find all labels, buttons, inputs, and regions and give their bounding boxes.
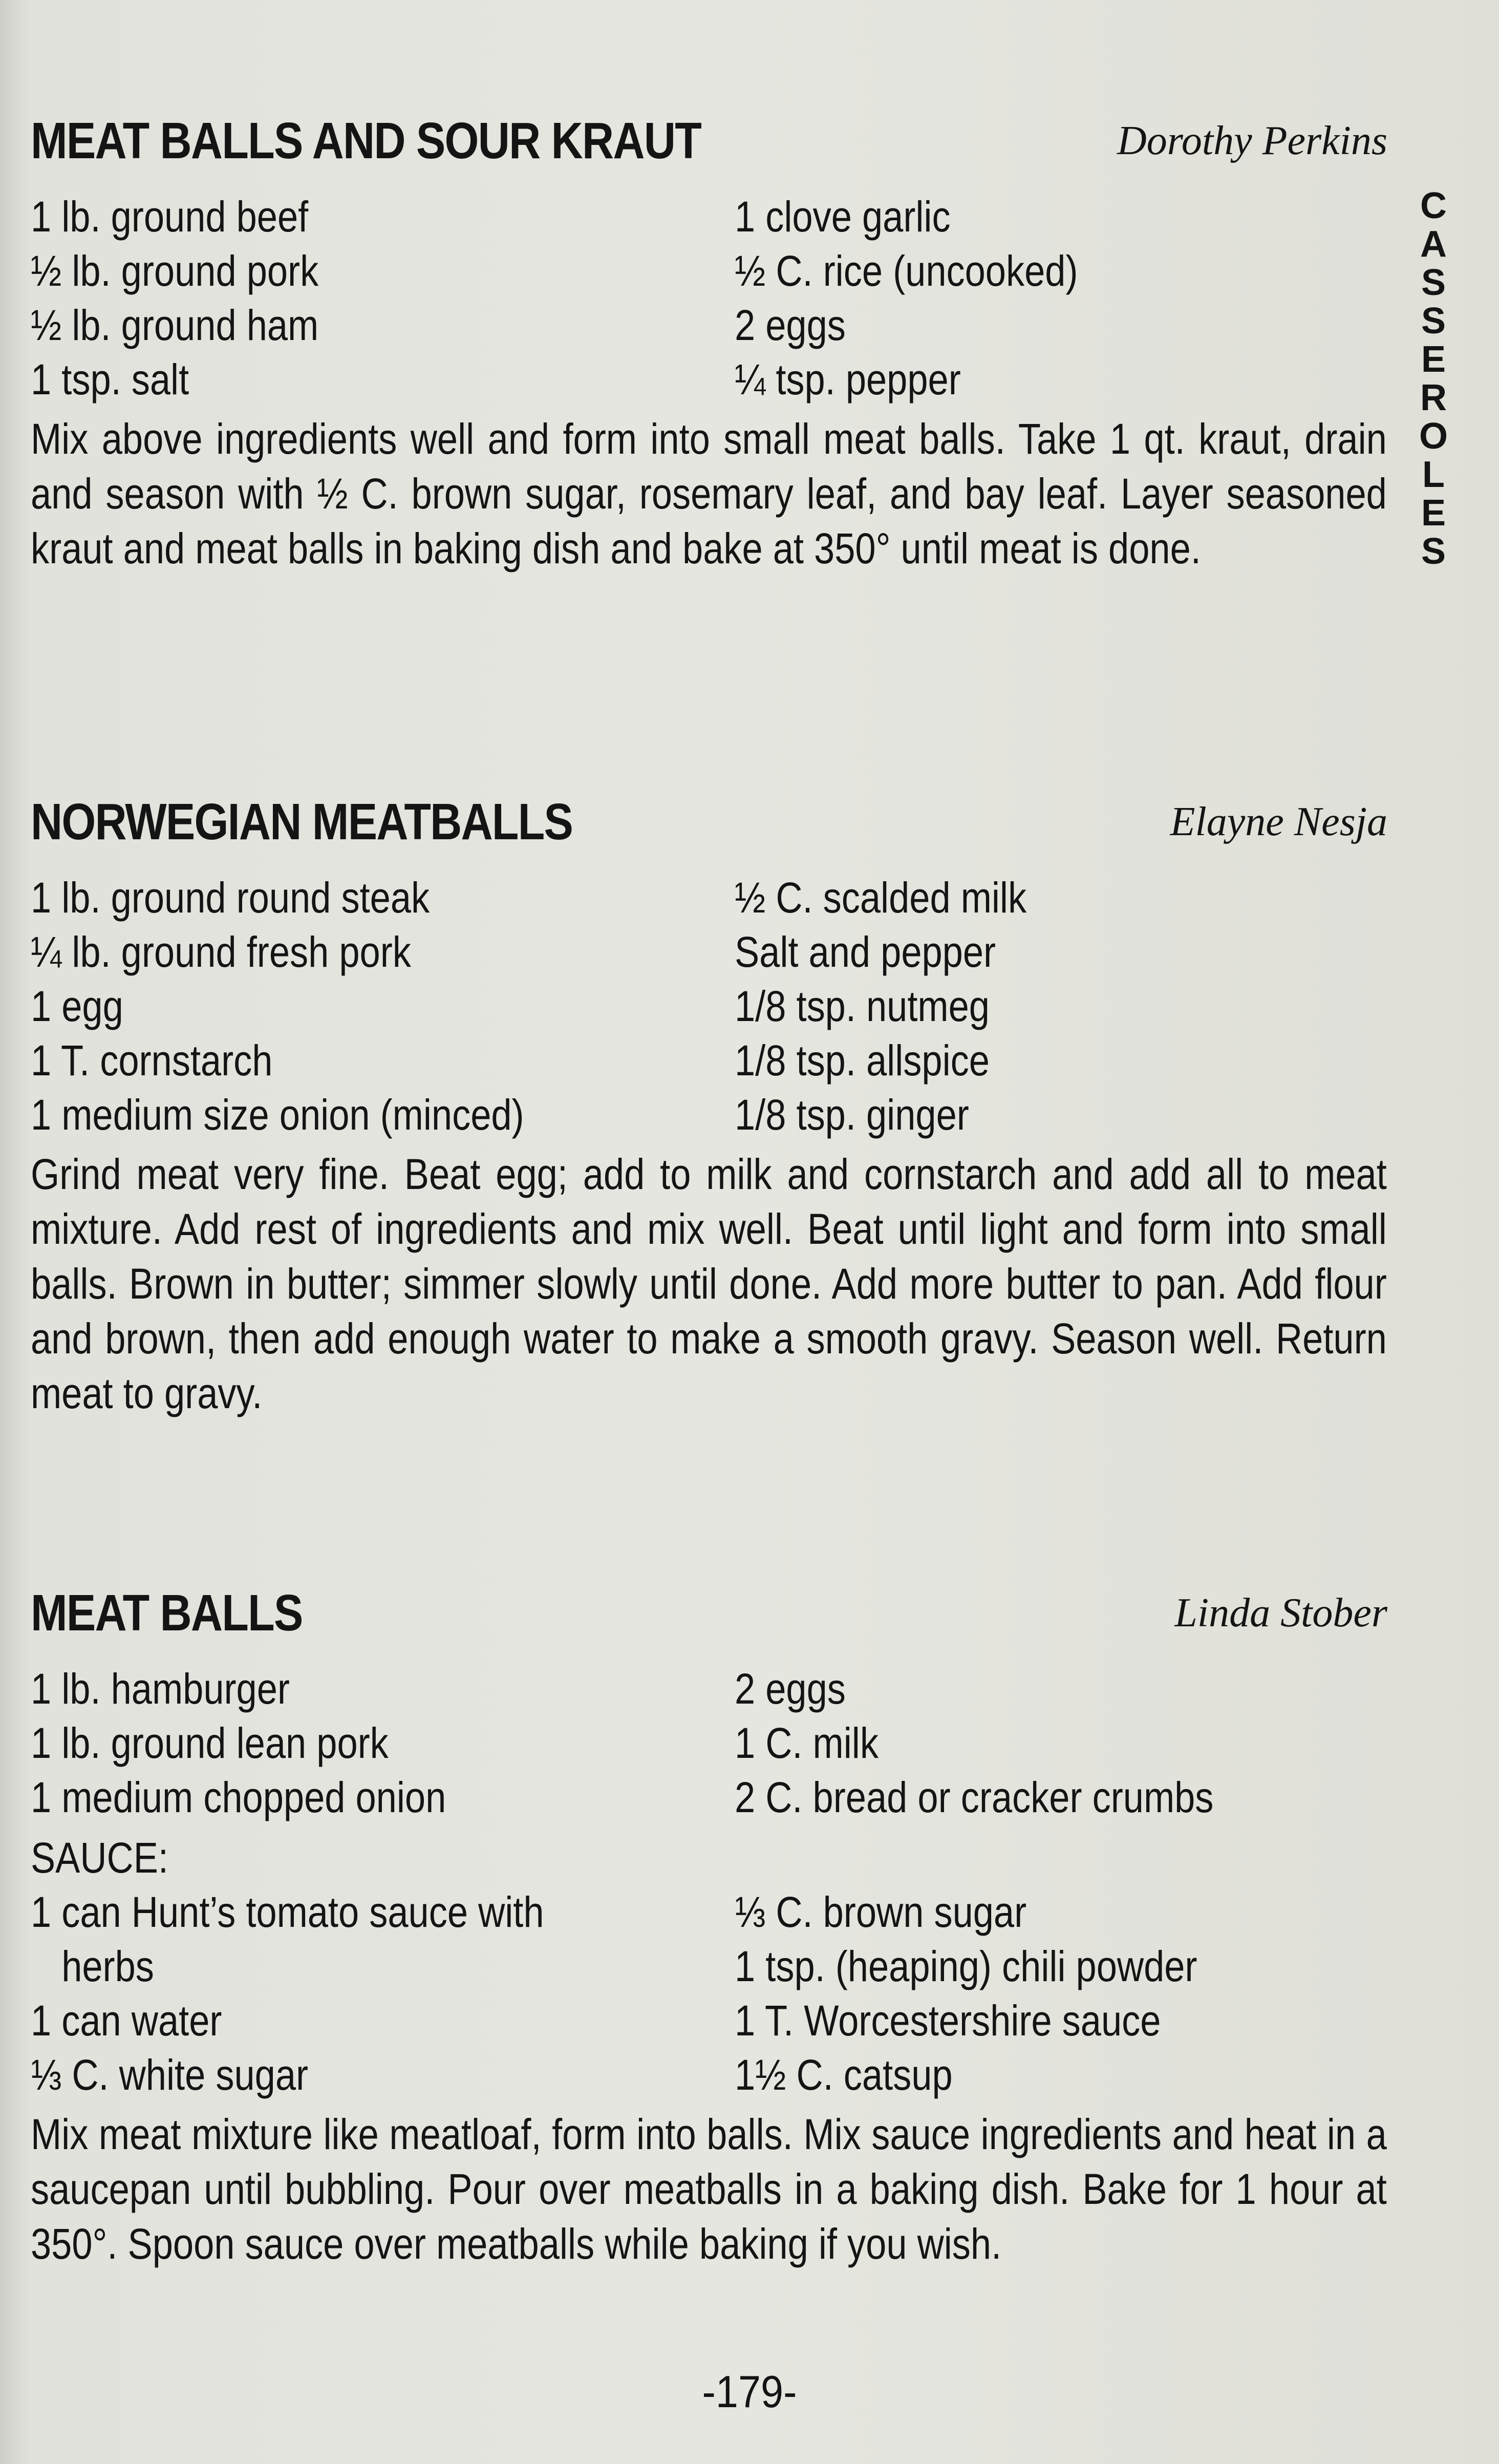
sauce-section xyxy=(31,1831,1387,2107)
ingredient: 1 tsp. salt xyxy=(31,355,189,403)
side-tab-letter: C xyxy=(1420,185,1447,226)
side-tab-letter: S xyxy=(1421,301,1446,342)
ingredient: 1 C. milk xyxy=(735,1719,879,1767)
side-tab-letter: A xyxy=(1420,224,1447,265)
sauce-right-column xyxy=(735,1885,1387,2102)
recipe-header xyxy=(31,108,1387,174)
ingredients-right-column xyxy=(735,189,1387,407)
recipe-norwegian-meatballs xyxy=(31,789,1387,1421)
recipe-header xyxy=(31,789,1387,855)
ingredient: 1 medium chopped onion xyxy=(31,1773,446,1821)
sauce-ingredient: ⅓ C. brown sugar xyxy=(735,1888,1027,1936)
ingredients-right-column xyxy=(735,870,1387,1142)
ingredients xyxy=(31,1662,1387,1831)
sauce-label: SAUCE: xyxy=(31,1834,168,1882)
sauce-ingredient: 1 can Hunt’s tomato sauce with xyxy=(31,1888,544,1936)
recipe-directions: Grind meat very fine. Beat egg; add to milk and cornstarch and add all to meat mixture. Add rest of ingredients and mix well. Beat until light and form into small balls. Brown in butter; simmer slowly until done. Add more butter to pan. Add flour and brown, then add enough water to make a smooth gravy. Season well. Return meat to gravy. xyxy=(31,1150,1387,1417)
sauce-ingredient: 1 can water xyxy=(31,1996,222,2045)
recipe-directions: Mix above ingredients well and form into small meat balls. Take 1 qt. kraut, drain and season with ½ C. brown sugar, rosemary leaf, and bay leaf. Layer seasoned kraut and meat balls in baking dish and bake at 350° until meat is done. xyxy=(31,415,1387,572)
sauce-ingredient: herbs xyxy=(61,1942,154,1990)
ingredient: 2 C. bread or cracker crumbs xyxy=(735,1773,1214,1821)
recipe-author: Linda Stober xyxy=(1174,1590,1387,1635)
sauce-ingredient: 1 T. Worcestershire sauce xyxy=(735,1996,1161,2045)
ingredient: 1 egg xyxy=(31,982,123,1030)
side-tab-letter: R xyxy=(1420,377,1447,418)
ingredients xyxy=(31,189,1387,407)
ingredients-left-column xyxy=(31,189,706,407)
side-tab-letter: S xyxy=(1421,262,1446,303)
sauce-ingredient: 1 tsp. (heaping) chili powder xyxy=(735,1942,1197,1990)
sauce-left-column xyxy=(31,1831,706,2102)
ingredients-right-column xyxy=(735,1662,1387,1824)
ingredient: ¼ lb. ground fresh pork xyxy=(31,928,411,976)
ingredient: 1/8 tsp. allspice xyxy=(735,1036,990,1085)
ingredient: 1 lb. ground round steak xyxy=(31,874,430,922)
recipe-directions: Mix meat mixture like meatloaf, form into balls. Mix sauce ingredients and heat in a saucepan until bubbling. Pour over meatballs in a baking dish. Bake for 1 hour at 350°. Spoon sauce over meatballs while baking if you wish. xyxy=(31,2110,1387,2268)
recipe-title: MEAT BALLS xyxy=(31,1584,303,1642)
ingredient: ½ C. scalded milk xyxy=(735,874,1027,922)
ingredient: 1/8 tsp. nutmeg xyxy=(735,982,990,1030)
recipe-author: Dorothy Perkins xyxy=(1117,118,1387,163)
recipe-meat-balls-and-sour-kraut xyxy=(31,108,1387,576)
side-tab-letter: E xyxy=(1421,493,1446,534)
side-tab-letter: S xyxy=(1421,531,1446,572)
side-tab-letter: E xyxy=(1421,339,1446,380)
ingredient: ¼ tsp. pepper xyxy=(735,355,961,403)
ingredient: 2 eggs xyxy=(735,301,846,349)
ingredients-left-column xyxy=(31,870,706,1142)
ingredient: 1/8 tsp. ginger xyxy=(735,1091,969,1139)
ingredients-left-column xyxy=(31,1662,706,1824)
section-side-tab xyxy=(1410,187,1457,571)
side-tab-letters xyxy=(1410,187,1457,571)
ingredient: 1 lb. ground beef xyxy=(31,193,309,241)
sauce-ingredient: 1½ C. catsup xyxy=(735,2051,953,2099)
side-tab-letter: O xyxy=(1419,416,1448,457)
recipe-meat-balls xyxy=(31,1580,1387,2271)
ingredient: 1 lb. hamburger xyxy=(31,1665,290,1713)
ingredient: 1 clove garlic xyxy=(735,193,951,241)
recipe-author: Elayne Nesja xyxy=(1170,799,1387,844)
sauce-ingredient: ⅓ C. white sugar xyxy=(31,2051,309,2099)
side-tab-letter: L xyxy=(1422,454,1445,495)
page-number: -179- xyxy=(702,2366,797,2417)
ingredient: 1 lb. ground lean pork xyxy=(31,1719,389,1767)
ingredients xyxy=(31,870,1387,1142)
ingredient: ½ C. rice (uncooked) xyxy=(735,247,1078,295)
ingredient: 1 medium size onion (minced) xyxy=(31,1091,524,1139)
ingredient: ½ lb. ground pork xyxy=(31,247,319,295)
ingredient: ½ lb. ground ham xyxy=(31,301,319,349)
recipe-title: MEAT BALLS AND SOUR KRAUT xyxy=(31,112,701,169)
ingredient: 1 T. cornstarch xyxy=(31,1036,273,1085)
ingredient: Salt and pepper xyxy=(735,928,996,976)
ingredient: 2 eggs xyxy=(735,1665,846,1713)
recipe-title: NORWEGIAN MEATBALLS xyxy=(31,793,573,851)
recipe-header xyxy=(31,1580,1387,1646)
